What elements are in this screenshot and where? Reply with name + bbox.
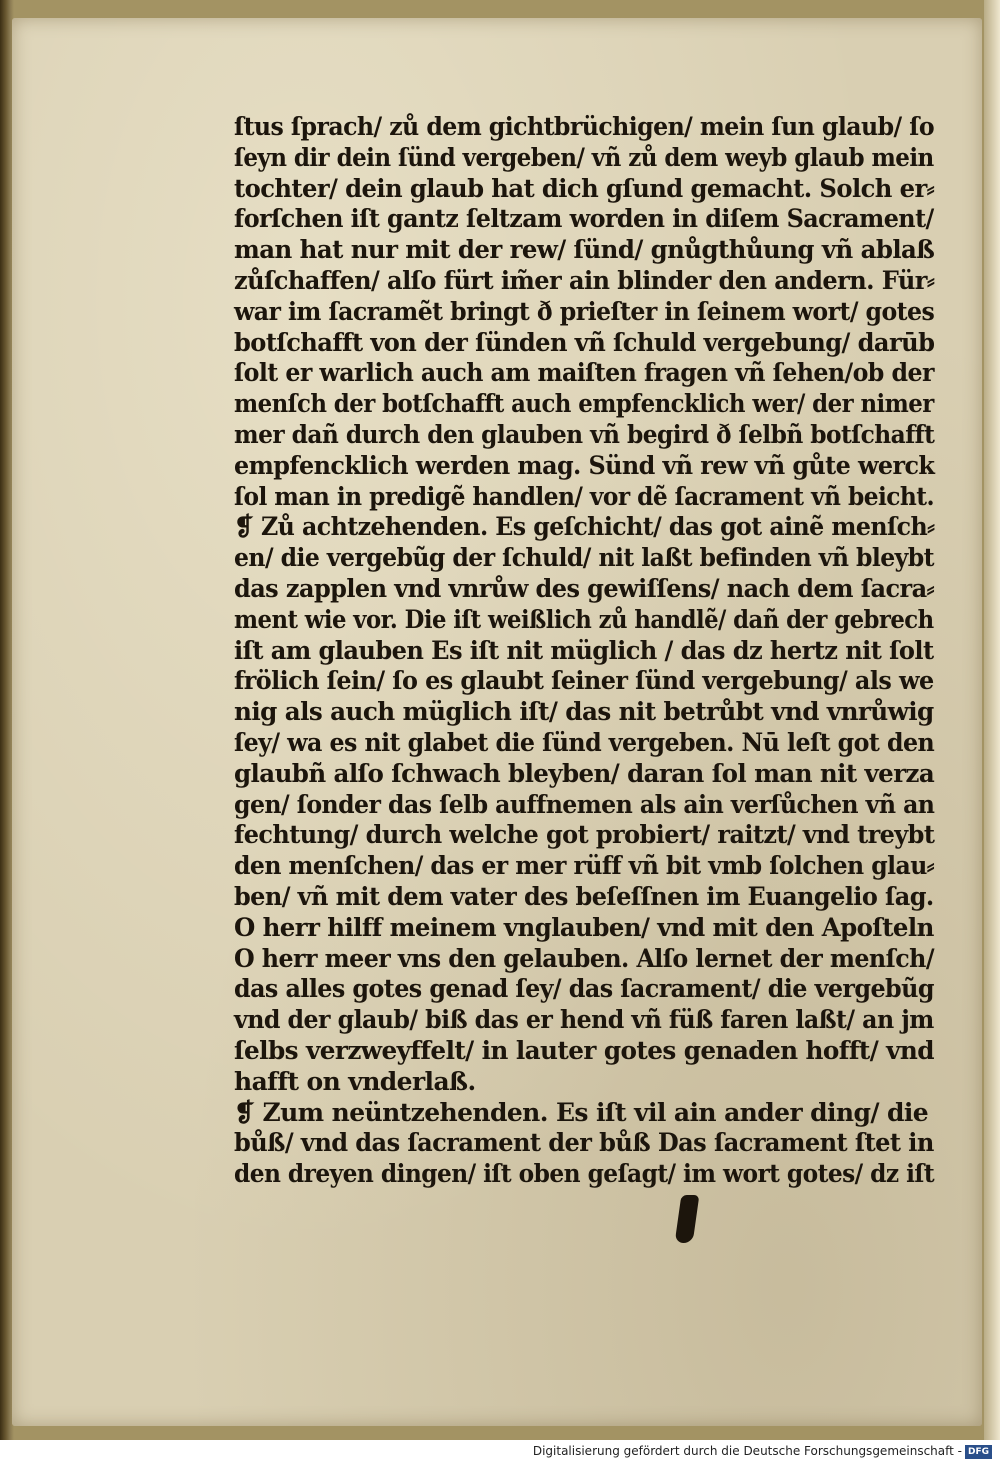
text-line: den menſchen/ das er mer rüff vñ bit vmb ſolchen glau⸗ [234,851,935,881]
text-line: ſolt er warlich auch am maiſten fragen vñ ſehen/ob der [234,358,934,388]
text-line: forſchen iſt gantz ſeltzam worden in diſem Sacrament/ [234,204,934,234]
text-line: O herr hilff meinem vnglauben/ vnd mit den Apoſteln [234,912,934,942]
text-line: vnd der glaub/ biß das er hend vñ füß faren laßt/ an jm [234,1005,934,1035]
text-line: den dreyen dingen/ iſt oben geſagt/ im wort gotes/ dz iſt [234,1159,935,1189]
page-text [234,112,934,1190]
text-line: ben/ vñ mit dem vater des beſeſſnen im Euangelio ſag. [234,881,934,911]
text-line: botſchafft von der ſünden vñ ſchuld vergebung/ darūb [234,327,935,357]
dfg-logo: DFG [965,1445,992,1459]
footer-credit: Digitalisierung gefördert durch die Deutsche Forschungsgemeinschaft - [532,1444,962,1458]
text-line: menſch der botſchafft auch empfencklich wer/ der nimer [234,389,934,419]
text-line: ſey/ wa es nit glabet die ſünd vergeben. Nū leſt got den [234,727,935,757]
text-line: mer dañ durch den glauben vñ begird ð ſelbñ botſchafft [234,419,935,449]
text-line: ſol man in predigẽ handlen/ vor dẽ ſacrament vñ beicht. [234,481,935,511]
text-line: empfencklich werden mag. Sünd vñ rew vñ gůte werck [234,450,935,480]
text-line: ment wie vor. Die iſt weißlich zů handlẽ/ dañ der gebrech [234,604,934,634]
text-line: tochter/ dein glaub hat dich gſund gemacht. Solch er⸗ [234,173,935,203]
text-line: man hat nur mit der rew/ ſünd/ gnůgthůung vñ ablaß [234,235,935,265]
text-line: hafft on vnderlaß. [234,1066,476,1096]
text-line: zůſchaffen/ alſo fürt im̃er ain blinder den andern. Für⸗ [234,265,935,295]
text-line: das alles gotes genad ſey/ das ſacrament/ die vergebũg [234,974,934,1004]
footer-bar [0,1440,1000,1463]
text-line: nig als auch müglich iſt/ das nit betrůbt vnd vnrůwig [234,697,934,727]
text-line: frölich ſein/ ſo es glaubt ſeiner ſünd vergebung/ als we [234,666,934,696]
text-line: ſelbs verzweyffelt/ in lauter gotes genaden hofft/ vnd [234,1035,934,1065]
text-line: ❡ Zů achtzehenden. Es geſchicht/ das got ainẽ menſch⸗ [234,512,935,542]
text-line: bůß/ vnd das ſacrament der bůß Das ſacrament ſtet in [234,1128,934,1158]
text-line: iſt am glauben Es iſt nit müglich / das dz hertz nit ſolt [234,635,934,665]
page-gutter [984,0,1000,1440]
text-line: ❡ Zum neüntzehenden. Es iſt vil ain ander ding/ die [234,1097,929,1127]
text-line: fechtung/ durch welche got probiert/ raitzt/ vnd treybt [234,820,935,850]
text-line: war im ſacramẽt bringt ð prieſter in ſeinem wort/ gotes [234,296,935,326]
text-line: ſtus ſprach/ zů dem gichtbrüchigen/ mein ſun glaub/ ſo [234,112,935,141]
text-line: gen/ ſonder das ſelb auffnemen als ain verſůchen vñ an [234,789,935,819]
text-line: O herr meer vns den gelauben. Alſo lernet der menſch/ [234,943,934,973]
text-line: glaubñ alſo ſchwach bleyben/ daran ſol man nit verza [234,758,935,788]
text-line: ſeyn dir dein ſünd vergeben/ vñ zů dem weyb glaub mein [234,142,934,172]
text-line: en/ die vergebũg der ſchuld/ nit laßt befinden vñ bleybt [234,543,934,573]
text-line: das zapplen vnd vnrůw des gewiſſens/ nach dem ſacra⸗ [234,573,935,603]
